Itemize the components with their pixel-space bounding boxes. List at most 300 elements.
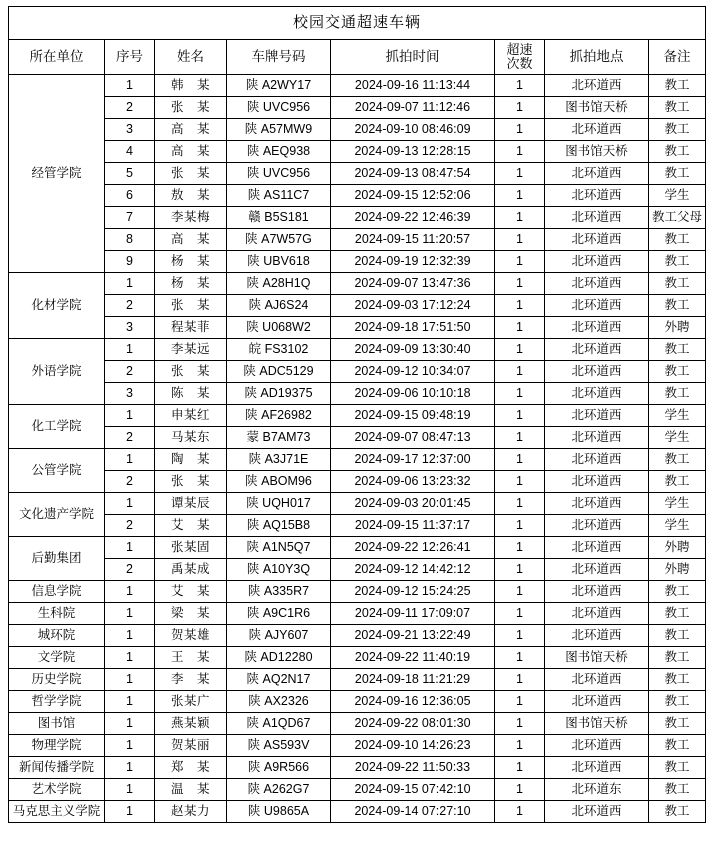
column-header-count-line1: 超速 xyxy=(506,42,533,58)
cell-plate: 陕 A262G7 xyxy=(227,779,331,801)
table-row xyxy=(9,75,706,97)
cell-name: 张 某 xyxy=(155,163,227,185)
column-header-name: 姓名 xyxy=(155,40,227,75)
table-row xyxy=(9,141,706,163)
cell-name: 燕某颖 xyxy=(155,713,227,735)
cell-place: 北环道西 xyxy=(545,273,649,295)
cell-place: 北环道西 xyxy=(545,515,649,537)
table-row xyxy=(9,229,706,251)
table-row xyxy=(9,185,706,207)
cell-index: 2 xyxy=(105,471,155,493)
table-row xyxy=(9,669,706,691)
table-row xyxy=(9,427,706,449)
column-header-time: 抓拍时间 xyxy=(331,40,495,75)
cell-count: 1 xyxy=(495,603,545,625)
cell-index: 2 xyxy=(105,559,155,581)
cell-count: 1 xyxy=(495,295,545,317)
cell-note: 外聘 xyxy=(649,317,706,339)
cell-note: 学生 xyxy=(649,405,706,427)
cell-index: 3 xyxy=(105,383,155,405)
cell-index: 3 xyxy=(105,317,155,339)
cell-name: 马某东 xyxy=(155,427,227,449)
cell-place: 图书馆天桥 xyxy=(545,141,649,163)
cell-index: 1 xyxy=(105,779,155,801)
cell-time: 2024-09-10 14:26:23 xyxy=(331,735,495,757)
cell-plate: 陕 ABOM96 xyxy=(227,471,331,493)
cell-index: 2 xyxy=(105,295,155,317)
cell-plate: 陕 A7W57G xyxy=(227,229,331,251)
cell-name: 杨 某 xyxy=(155,273,227,295)
column-header-plate: 车牌号码 xyxy=(227,40,331,75)
cell-unit: 新闻传播学院 xyxy=(9,757,105,779)
cell-plate: 陕 AS11C7 xyxy=(227,185,331,207)
cell-place: 北环道西 xyxy=(545,493,649,515)
table-row xyxy=(9,713,706,735)
cell-note: 学生 xyxy=(649,185,706,207)
cell-place: 北环道西 xyxy=(545,537,649,559)
cell-name: 梁 某 xyxy=(155,603,227,625)
cell-time: 2024-09-18 17:51:50 xyxy=(331,317,495,339)
cell-place: 北环道西 xyxy=(545,251,649,273)
cell-time: 2024-09-15 11:37:17 xyxy=(331,515,495,537)
cell-time: 2024-09-03 20:01:45 xyxy=(331,493,495,515)
table-row xyxy=(9,295,706,317)
cell-time: 2024-09-06 10:10:18 xyxy=(331,383,495,405)
cell-place: 北环道西 xyxy=(545,669,649,691)
cell-plate: 皖 FS3102 xyxy=(227,339,331,361)
cell-note: 教工 xyxy=(649,361,706,383)
cell-plate: 陕 A28H1Q xyxy=(227,273,331,295)
cell-index: 1 xyxy=(105,735,155,757)
cell-note: 教工 xyxy=(649,581,706,603)
cell-time: 2024-09-15 09:48:19 xyxy=(331,405,495,427)
cell-time: 2024-09-06 13:23:32 xyxy=(331,471,495,493)
cell-index: 1 xyxy=(105,757,155,779)
cell-plate: 蒙 B7AM73 xyxy=(227,427,331,449)
cell-name: 郑 某 xyxy=(155,757,227,779)
cell-plate: 陕 AEQ938 xyxy=(227,141,331,163)
cell-plate: 陕 A335R7 xyxy=(227,581,331,603)
cell-note: 教工 xyxy=(649,295,706,317)
cell-time: 2024-09-11 17:09:07 xyxy=(331,603,495,625)
cell-name: 温 某 xyxy=(155,779,227,801)
cell-place: 北环道西 xyxy=(545,295,649,317)
cell-index: 1 xyxy=(105,713,155,735)
table-row xyxy=(9,163,706,185)
cell-note: 教工 xyxy=(649,339,706,361)
cell-name: 申某红 xyxy=(155,405,227,427)
cell-count: 1 xyxy=(495,75,545,97)
cell-time: 2024-09-13 12:28:15 xyxy=(331,141,495,163)
table-row xyxy=(9,383,706,405)
table-row xyxy=(9,317,706,339)
cell-note: 教工 xyxy=(649,471,706,493)
cell-count: 1 xyxy=(495,625,545,647)
cell-plate: 陕 AQ15B8 xyxy=(227,515,331,537)
cell-plate: 陕 UVC956 xyxy=(227,163,331,185)
cell-count: 1 xyxy=(495,581,545,603)
table-row xyxy=(9,471,706,493)
cell-place: 北环道西 xyxy=(545,229,649,251)
cell-time: 2024-09-22 12:46:39 xyxy=(331,207,495,229)
cell-plate: 陕 AX2326 xyxy=(227,691,331,713)
cell-note: 教工 xyxy=(649,757,706,779)
cell-time: 2024-09-12 10:34:07 xyxy=(331,361,495,383)
cell-place: 北环道西 xyxy=(545,185,649,207)
cell-time: 2024-09-13 08:47:54 xyxy=(331,163,495,185)
cell-count: 1 xyxy=(495,141,545,163)
cell-place: 图书馆天桥 xyxy=(545,97,649,119)
cell-place: 北环道西 xyxy=(545,449,649,471)
cell-place: 北环道西 xyxy=(545,625,649,647)
title-row xyxy=(9,7,706,40)
cell-unit: 艺术学院 xyxy=(9,779,105,801)
cell-plate: 陕 UVC956 xyxy=(227,97,331,119)
cell-time: 2024-09-12 14:42:12 xyxy=(331,559,495,581)
table-row xyxy=(9,273,706,295)
table-row xyxy=(9,537,706,559)
page-title: 校园交通超速车辆 xyxy=(9,7,706,40)
cell-count: 1 xyxy=(495,757,545,779)
cell-index: 1 xyxy=(105,669,155,691)
cell-place: 北环道西 xyxy=(545,119,649,141)
cell-plate: 陕 U9865A xyxy=(227,801,331,823)
cell-plate: 陕 ADC5129 xyxy=(227,361,331,383)
table-row xyxy=(9,515,706,537)
cell-plate: 陕 A57MW9 xyxy=(227,119,331,141)
cell-count: 1 xyxy=(495,317,545,339)
cell-time: 2024-09-14 07:27:10 xyxy=(331,801,495,823)
cell-index: 9 xyxy=(105,251,155,273)
table-row xyxy=(9,493,706,515)
cell-count: 1 xyxy=(495,361,545,383)
cell-index: 3 xyxy=(105,119,155,141)
cell-index: 5 xyxy=(105,163,155,185)
cell-time: 2024-09-15 07:42:10 xyxy=(331,779,495,801)
cell-index: 1 xyxy=(105,691,155,713)
cell-time: 2024-09-22 11:40:19 xyxy=(331,647,495,669)
cell-name: 艾 某 xyxy=(155,515,227,537)
cell-name: 程某菲 xyxy=(155,317,227,339)
table-row xyxy=(9,779,706,801)
cell-index: 1 xyxy=(105,273,155,295)
cell-note: 教工 xyxy=(649,801,706,823)
table-body xyxy=(9,7,706,823)
cell-note: 教工 xyxy=(649,119,706,141)
cell-name: 李某梅 xyxy=(155,207,227,229)
cell-plate: 陕 AF26982 xyxy=(227,405,331,427)
cell-note: 教工 xyxy=(649,251,706,273)
cell-name: 张 某 xyxy=(155,97,227,119)
cell-name: 谭某辰 xyxy=(155,493,227,515)
cell-count: 1 xyxy=(495,537,545,559)
cell-place: 北环道西 xyxy=(545,405,649,427)
cell-count: 1 xyxy=(495,493,545,515)
cell-unit: 图书馆 xyxy=(9,713,105,735)
cell-count: 1 xyxy=(495,779,545,801)
cell-note: 教工 xyxy=(649,735,706,757)
table-row xyxy=(9,691,706,713)
cell-count: 1 xyxy=(495,119,545,141)
cell-place: 北环道西 xyxy=(545,471,649,493)
cell-note: 教工 xyxy=(649,779,706,801)
cell-count: 1 xyxy=(495,251,545,273)
cell-index: 1 xyxy=(105,537,155,559)
cell-plate: 陕 A10Y3Q xyxy=(227,559,331,581)
cell-time: 2024-09-18 11:21:29 xyxy=(331,669,495,691)
cell-plate: 陕 AQ2N17 xyxy=(227,669,331,691)
cell-unit: 化工学院 xyxy=(9,405,105,449)
cell-name: 禹某成 xyxy=(155,559,227,581)
cell-index: 2 xyxy=(105,361,155,383)
cell-name: 李某远 xyxy=(155,339,227,361)
cell-note: 教工父母 xyxy=(649,207,706,229)
cell-time: 2024-09-10 08:46:09 xyxy=(331,119,495,141)
cell-note: 学生 xyxy=(649,493,706,515)
table-row xyxy=(9,625,706,647)
cell-plate: 陕 UQH017 xyxy=(227,493,331,515)
cell-unit: 文化遗产学院 xyxy=(9,493,105,537)
cell-count: 1 xyxy=(495,339,545,361)
cell-place: 北环道西 xyxy=(545,735,649,757)
cell-note: 教工 xyxy=(649,383,706,405)
cell-place: 北环道西 xyxy=(545,339,649,361)
cell-time: 2024-09-09 13:30:40 xyxy=(331,339,495,361)
cell-index: 1 xyxy=(105,801,155,823)
table-row xyxy=(9,559,706,581)
cell-index: 1 xyxy=(105,647,155,669)
header-row xyxy=(9,40,706,75)
cell-count: 1 xyxy=(495,383,545,405)
cell-count: 1 xyxy=(495,449,545,471)
cell-unit: 后勤集团 xyxy=(9,537,105,581)
cell-name: 张 某 xyxy=(155,361,227,383)
cell-plate: 陕 UBV618 xyxy=(227,251,331,273)
cell-plate: 陕 AD12280 xyxy=(227,647,331,669)
cell-count: 1 xyxy=(495,801,545,823)
cell-place: 图书馆天桥 xyxy=(545,647,649,669)
cell-index: 1 xyxy=(105,493,155,515)
cell-place: 北环道西 xyxy=(545,163,649,185)
column-header-index: 序号 xyxy=(105,40,155,75)
cell-name: 高 某 xyxy=(155,141,227,163)
column-header-count xyxy=(495,40,545,75)
cell-plate: 陕 AD19375 xyxy=(227,383,331,405)
cell-name: 赵某力 xyxy=(155,801,227,823)
cell-name: 杨 某 xyxy=(155,251,227,273)
cell-note: 教工 xyxy=(649,647,706,669)
table-row xyxy=(9,361,706,383)
cell-unit: 城环院 xyxy=(9,625,105,647)
cell-name: 高 某 xyxy=(155,229,227,251)
cell-name: 张某固 xyxy=(155,537,227,559)
cell-name: 王 某 xyxy=(155,647,227,669)
cell-index: 1 xyxy=(105,625,155,647)
cell-name: 贺某丽 xyxy=(155,735,227,757)
cell-name: 艾 某 xyxy=(155,581,227,603)
cell-time: 2024-09-22 12:26:41 xyxy=(331,537,495,559)
cell-note: 学生 xyxy=(649,515,706,537)
table-row xyxy=(9,647,706,669)
cell-index: 6 xyxy=(105,185,155,207)
cell-name: 高 某 xyxy=(155,119,227,141)
cell-index: 4 xyxy=(105,141,155,163)
cell-note: 教工 xyxy=(649,625,706,647)
cell-count: 1 xyxy=(495,471,545,493)
cell-place: 北环道西 xyxy=(545,427,649,449)
cell-name: 贺某雄 xyxy=(155,625,227,647)
table-row xyxy=(9,97,706,119)
cell-plate: 陕 U068W2 xyxy=(227,317,331,339)
cell-index: 2 xyxy=(105,427,155,449)
cell-count: 1 xyxy=(495,713,545,735)
cell-count: 1 xyxy=(495,207,545,229)
cell-place: 北环道西 xyxy=(545,361,649,383)
column-header-count-line2: 次数 xyxy=(506,56,533,71)
cell-name: 李 某 xyxy=(155,669,227,691)
table-row xyxy=(9,207,706,229)
table-row xyxy=(9,801,706,823)
cell-note: 教工 xyxy=(649,713,706,735)
cell-note: 外聘 xyxy=(649,559,706,581)
cell-count: 1 xyxy=(495,97,545,119)
table-row xyxy=(9,581,706,603)
cell-time: 2024-09-07 08:47:13 xyxy=(331,427,495,449)
cell-time: 2024-09-15 12:52:06 xyxy=(331,185,495,207)
table-row xyxy=(9,251,706,273)
cell-plate: 陕 A1N5Q7 xyxy=(227,537,331,559)
cell-note: 教工 xyxy=(649,669,706,691)
cell-index: 1 xyxy=(105,603,155,625)
cell-time: 2024-09-15 11:20:57 xyxy=(331,229,495,251)
table-row xyxy=(9,757,706,779)
cell-name: 张某广 xyxy=(155,691,227,713)
cell-count: 1 xyxy=(495,163,545,185)
cell-count: 1 xyxy=(495,405,545,427)
cell-index: 2 xyxy=(105,97,155,119)
cell-count: 1 xyxy=(495,691,545,713)
cell-index: 1 xyxy=(105,449,155,471)
table-row xyxy=(9,449,706,471)
cell-note: 教工 xyxy=(649,163,706,185)
cell-place: 北环道西 xyxy=(545,801,649,823)
cell-time: 2024-09-22 08:01:30 xyxy=(331,713,495,735)
cell-unit: 生科院 xyxy=(9,603,105,625)
cell-place: 北环道西 xyxy=(545,581,649,603)
cell-unit: 文学院 xyxy=(9,647,105,669)
speeding-vehicles-table xyxy=(8,6,706,823)
cell-count: 1 xyxy=(495,427,545,449)
cell-plate: 陕 AJ6S24 xyxy=(227,295,331,317)
cell-name: 陈 某 xyxy=(155,383,227,405)
cell-unit: 外语学院 xyxy=(9,339,105,405)
table-row xyxy=(9,119,706,141)
cell-count: 1 xyxy=(495,559,545,581)
cell-index: 8 xyxy=(105,229,155,251)
table-row xyxy=(9,339,706,361)
cell-place: 北环道西 xyxy=(545,559,649,581)
cell-plate: 陕 AJY607 xyxy=(227,625,331,647)
cell-time: 2024-09-12 15:24:25 xyxy=(331,581,495,603)
cell-time: 2024-09-17 12:37:00 xyxy=(331,449,495,471)
cell-note: 教工 xyxy=(649,141,706,163)
cell-plate: 陕 A2WY17 xyxy=(227,75,331,97)
cell-unit: 历史学院 xyxy=(9,669,105,691)
cell-count: 1 xyxy=(495,515,545,537)
cell-place: 北环道西 xyxy=(545,603,649,625)
cell-note: 教工 xyxy=(649,603,706,625)
cell-place: 北环道西 xyxy=(545,207,649,229)
cell-unit: 马克思主义学院 xyxy=(9,801,105,823)
cell-unit: 公管学院 xyxy=(9,449,105,493)
cell-name: 张 某 xyxy=(155,295,227,317)
cell-note: 教工 xyxy=(649,273,706,295)
cell-plate: 陕 A9C1R6 xyxy=(227,603,331,625)
cell-time: 2024-09-19 12:32:39 xyxy=(331,251,495,273)
cell-place: 北环道西 xyxy=(545,383,649,405)
cell-count: 1 xyxy=(495,735,545,757)
cell-note: 教工 xyxy=(649,229,706,251)
cell-count: 1 xyxy=(495,273,545,295)
table-row xyxy=(9,603,706,625)
cell-plate: 陕 A3J71E xyxy=(227,449,331,471)
cell-note: 教工 xyxy=(649,691,706,713)
table-row xyxy=(9,735,706,757)
cell-place: 北环道西 xyxy=(545,75,649,97)
cell-note: 外聘 xyxy=(649,537,706,559)
cell-note: 教工 xyxy=(649,97,706,119)
cell-unit: 物理学院 xyxy=(9,735,105,757)
cell-place: 北环道东 xyxy=(545,779,649,801)
cell-place: 图书馆天桥 xyxy=(545,713,649,735)
column-header-note: 备注 xyxy=(649,40,706,75)
cell-plate: 陕 A1QD67 xyxy=(227,713,331,735)
cell-time: 2024-09-07 13:47:36 xyxy=(331,273,495,295)
cell-unit: 信息学院 xyxy=(9,581,105,603)
cell-name: 陶 某 xyxy=(155,449,227,471)
cell-place: 北环道西 xyxy=(545,757,649,779)
cell-plate: 陕 AS593V xyxy=(227,735,331,757)
column-header-unit: 所在单位 xyxy=(9,40,105,75)
cell-time: 2024-09-03 17:12:24 xyxy=(331,295,495,317)
cell-plate: 赣 B5S181 xyxy=(227,207,331,229)
table-row xyxy=(9,405,706,427)
cell-place: 北环道西 xyxy=(545,317,649,339)
cell-unit: 哲学学院 xyxy=(9,691,105,713)
cell-unit: 化材学院 xyxy=(9,273,105,339)
cell-plate: 陕 A9R566 xyxy=(227,757,331,779)
cell-index: 2 xyxy=(105,515,155,537)
cell-unit: 经管学院 xyxy=(9,75,105,273)
cell-count: 1 xyxy=(495,647,545,669)
cell-time: 2024-09-22 11:50:33 xyxy=(331,757,495,779)
cell-place: 北环道西 xyxy=(545,691,649,713)
cell-index: 7 xyxy=(105,207,155,229)
column-header-place: 抓拍地点 xyxy=(545,40,649,75)
cell-name: 韩 某 xyxy=(155,75,227,97)
cell-index: 1 xyxy=(105,405,155,427)
cell-time: 2024-09-07 11:12:46 xyxy=(331,97,495,119)
cell-time: 2024-09-16 11:13:44 xyxy=(331,75,495,97)
cell-index: 1 xyxy=(105,581,155,603)
cell-name: 敖 某 xyxy=(155,185,227,207)
cell-time: 2024-09-16 12:36:05 xyxy=(331,691,495,713)
cell-count: 1 xyxy=(495,229,545,251)
cell-note: 学生 xyxy=(649,427,706,449)
cell-note: 教工 xyxy=(649,75,706,97)
cell-index: 1 xyxy=(105,75,155,97)
cell-note: 教工 xyxy=(649,449,706,471)
